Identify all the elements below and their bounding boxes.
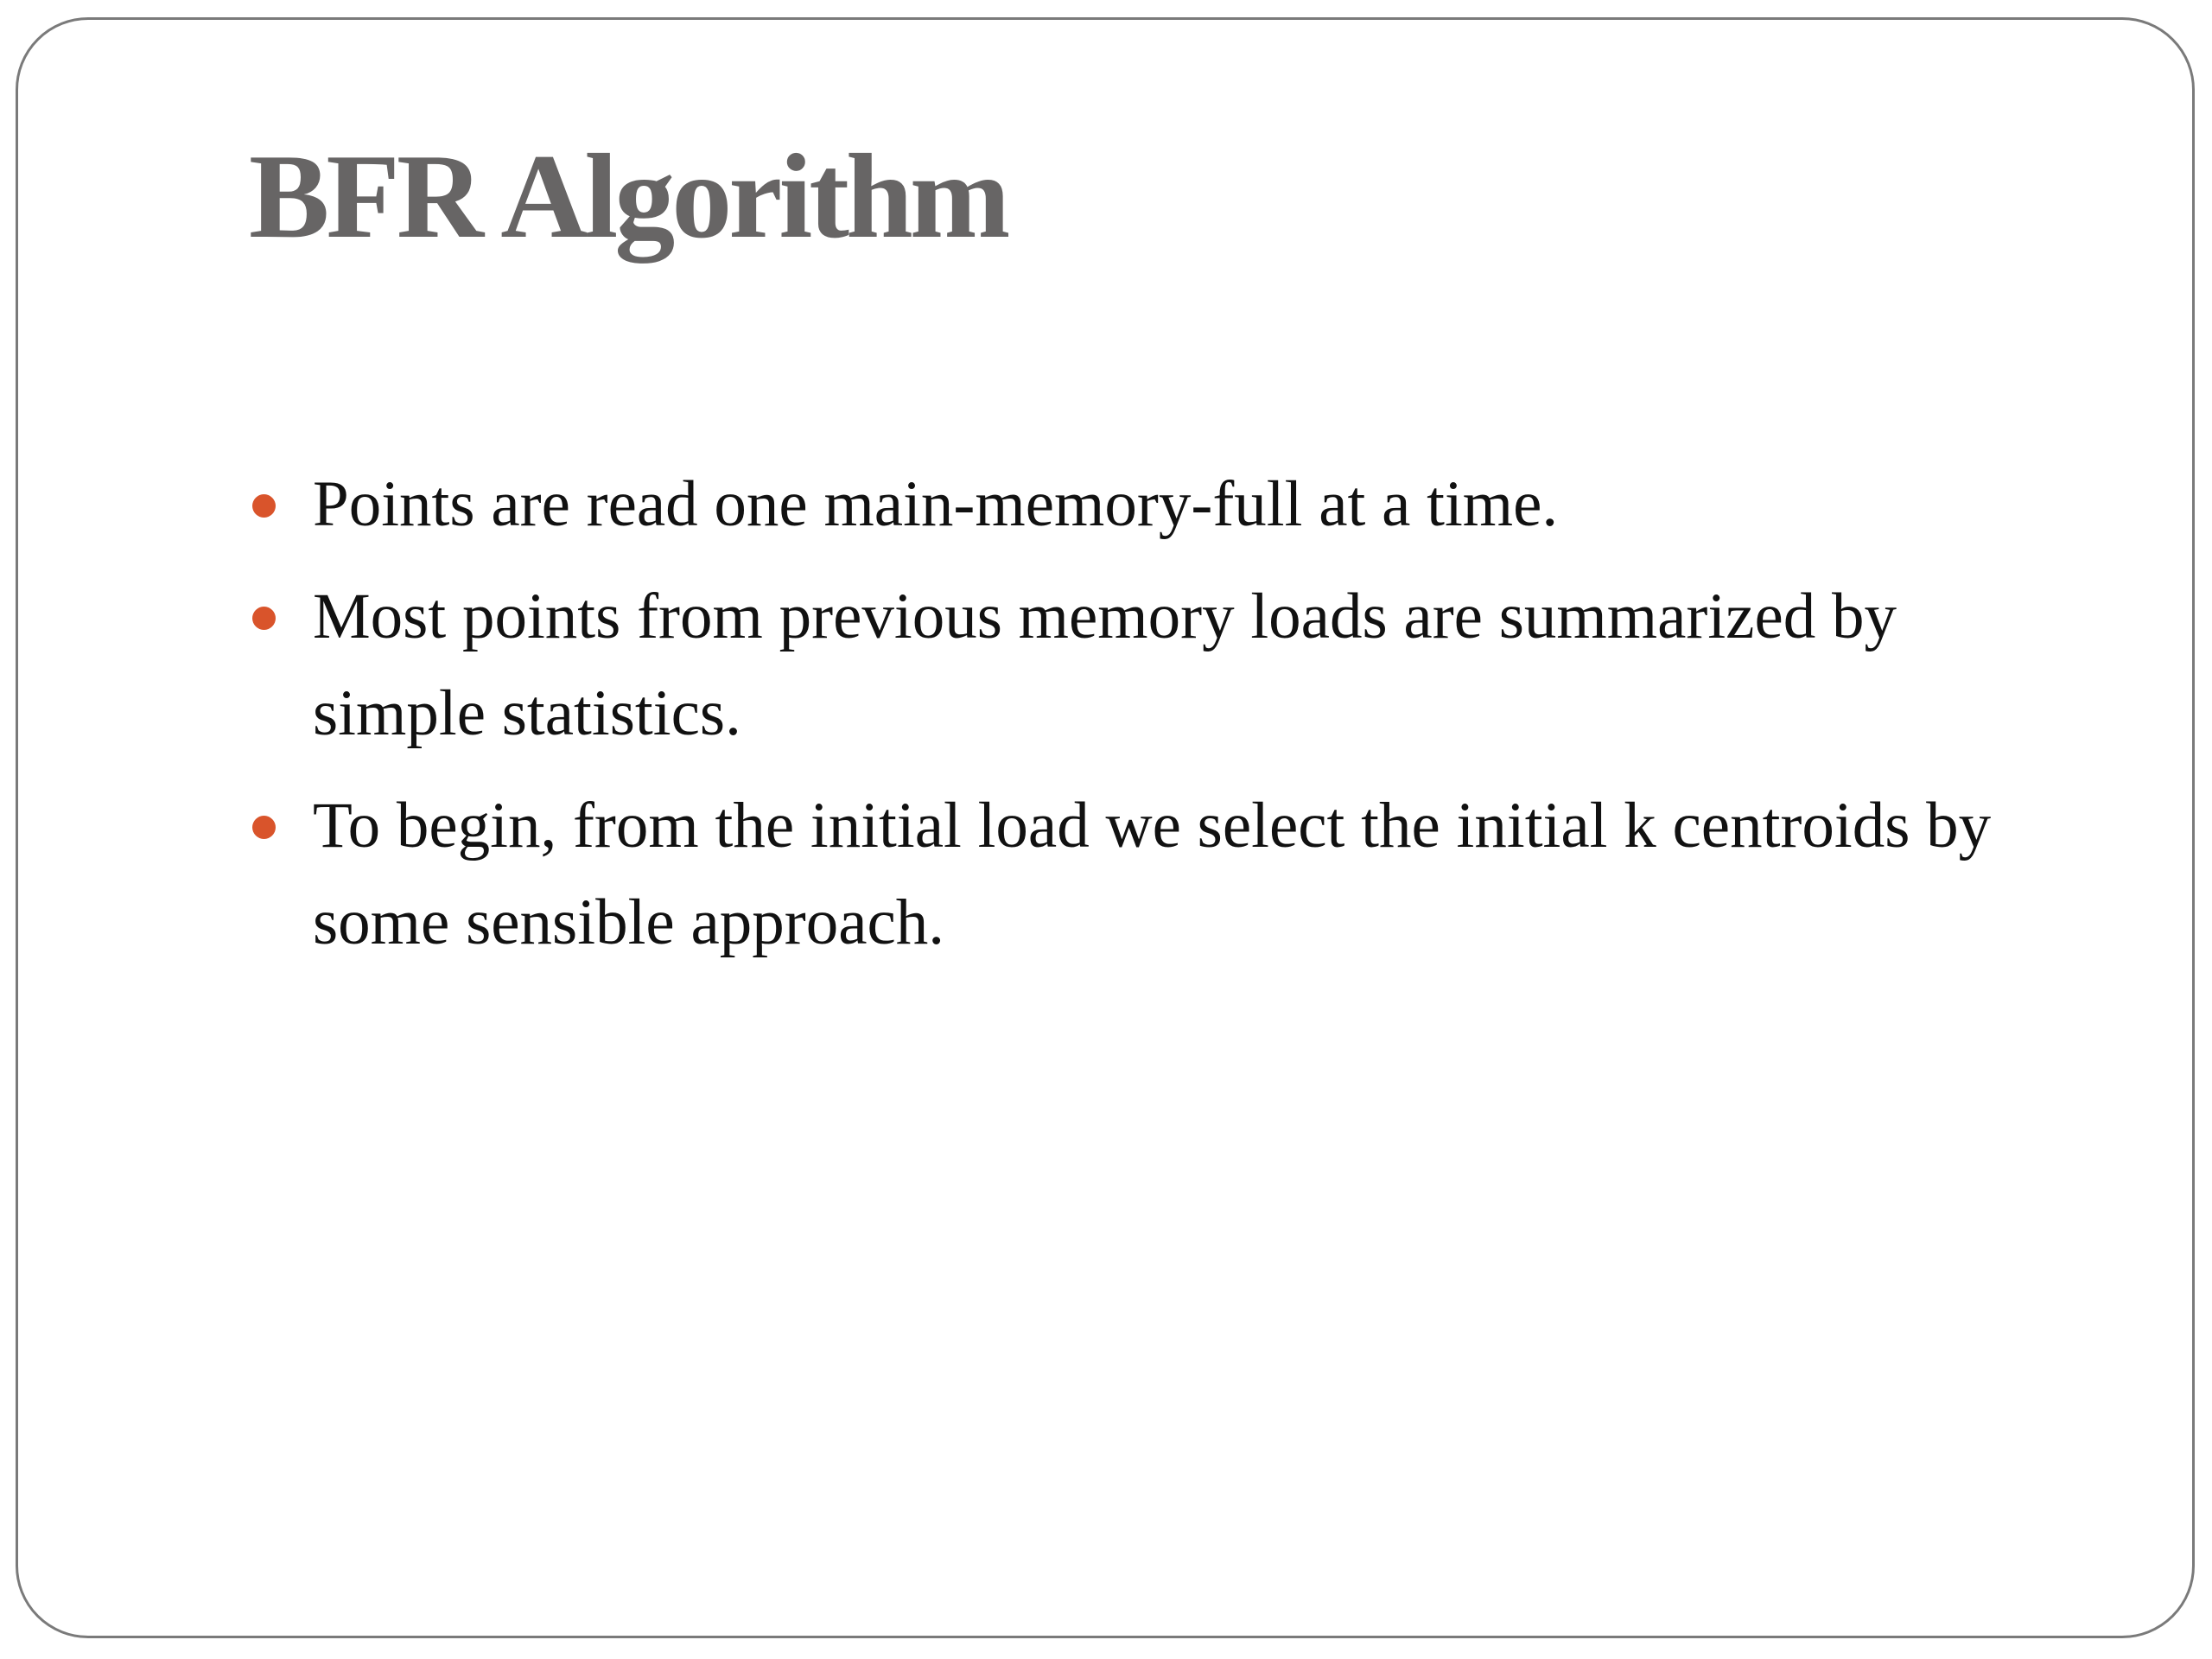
bullet-marker-icon [252, 494, 276, 518]
bullet-text: Points are read one main-memory-full at a time. [313, 468, 1559, 540]
bullet-marker-icon [252, 607, 276, 630]
slide-frame [16, 17, 2195, 1638]
bullet-item [249, 778, 2012, 971]
bullet-text: Most points from previous memory loads are summarized by simple statistics. [313, 581, 1897, 749]
bullet-list [249, 456, 2012, 987]
bullet-text: To begin, from the initial load we select the initial k centroids by some sensible approach. [313, 790, 1992, 958]
bullet-item [249, 456, 2012, 553]
bullet-item [249, 569, 2012, 762]
slide-title: BFR Algorithm [249, 130, 1007, 264]
bullet-marker-icon [252, 816, 276, 839]
